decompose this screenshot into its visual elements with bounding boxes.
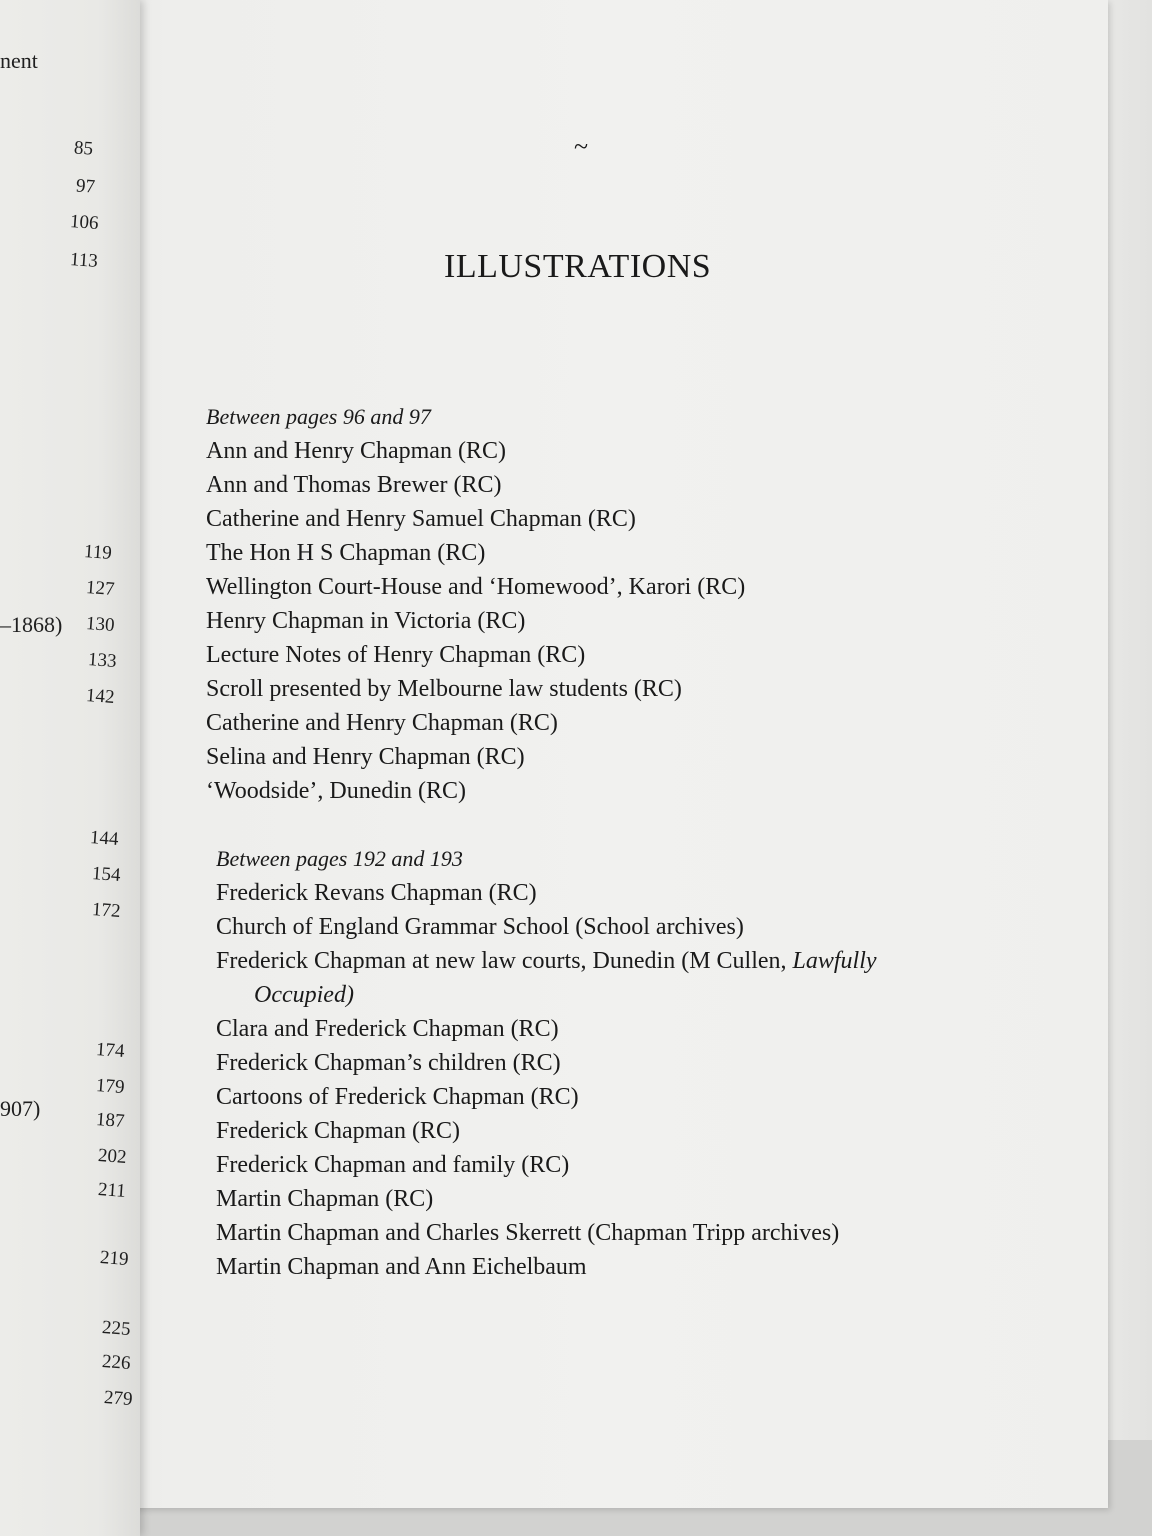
page-number: 119	[83, 541, 113, 564]
list-item: Ann and Thomas Brewer (RC)	[206, 472, 502, 498]
page-number: 179	[95, 1075, 126, 1098]
list-item: Martin Chapman (RC)	[216, 1186, 434, 1212]
list-item	[216, 944, 877, 1012]
list-item: Martin Chapman and Ann Eichelbaum	[216, 1254, 587, 1280]
list-item: Ann and Henry Chapman (RC)	[206, 438, 506, 464]
page-number: 85	[73, 137, 94, 160]
list-item: Selina and Henry Chapman (RC)	[206, 744, 525, 770]
page-number: 154	[91, 863, 122, 886]
page-number: 202	[97, 1145, 128, 1168]
page-number: 106	[69, 211, 100, 234]
entry-continuation: Occupied)	[254, 982, 354, 1008]
page-number: 279	[103, 1387, 134, 1410]
list-item: Frederick Chapman’s children (RC)	[216, 1050, 561, 1076]
list-item: Catherine and Henry Samuel Chapman (RC)	[206, 506, 636, 532]
show-through-text	[448, 320, 1088, 353]
entry-italic-text: Lawfully	[792, 948, 877, 974]
list-item: Catherine and Henry Chapman (RC)	[206, 710, 558, 736]
list-item: Henry Chapman in Victoria (RC)	[206, 608, 526, 634]
text-fragment: 907)	[0, 1096, 41, 1121]
page-number: 144	[89, 827, 120, 850]
ornament: ~	[574, 132, 589, 161]
page-number: 174	[95, 1039, 126, 1062]
page-number: 133	[87, 649, 118, 672]
page-number: 142	[85, 685, 116, 708]
page-title: ILLUSTRATIONS	[444, 248, 712, 285]
list-item: Cartoons of Frederick Chapman (RC)	[216, 1084, 579, 1110]
list-item: The Hon H S Chapman (RC)	[206, 540, 486, 566]
section-heading: Between pages 96 and 97	[206, 404, 431, 429]
list-item: Scroll presented by Melbourne law students (RC)	[206, 676, 682, 702]
list-item: Lecture Notes of Henry Chapman (RC)	[206, 642, 586, 668]
list-item: Wellington Court-House and ‘Homewood’, Karori (RC)	[206, 574, 746, 600]
text-fragment: –1868)	[0, 612, 63, 637]
page-number: 226	[101, 1351, 132, 1374]
previous-page	[0, 0, 140, 1536]
page-number: 113	[69, 249, 99, 272]
page-number: 172	[91, 899, 122, 922]
page-number: 187	[95, 1109, 126, 1132]
section-pages-96-97	[206, 400, 745, 808]
list-item: Martin Chapman and Charles Skerrett (Chapman Tripp archives)	[216, 1220, 840, 1246]
page-number: 97	[75, 175, 96, 198]
page-number: 225	[101, 1317, 132, 1340]
section-heading: Between pages 192 and 193	[216, 846, 463, 871]
list-item: Frederick Chapman (RC)	[216, 1118, 460, 1144]
page-number: 130	[85, 613, 116, 636]
list-item: ‘Woodside’, Dunedin (RC)	[206, 778, 467, 804]
page-number: 127	[85, 577, 116, 600]
list-item: Frederick Chapman and family (RC)	[216, 1152, 570, 1178]
page-edge	[1108, 0, 1152, 1440]
text-fragment: nent	[0, 48, 38, 73]
section-pages-192-193	[216, 842, 877, 1284]
entry-text: Frederick Chapman at new law courts, Dunedin (M Cullen,	[216, 948, 793, 974]
page-number: 211	[97, 1179, 127, 1202]
list-item: Church of England Grammar School (School archives)	[216, 914, 744, 940]
list-item: Clara and Frederick Chapman (RC)	[216, 1016, 559, 1042]
page-number: 219	[99, 1247, 130, 1270]
list-item: Frederick Revans Chapman (RC)	[216, 880, 537, 906]
